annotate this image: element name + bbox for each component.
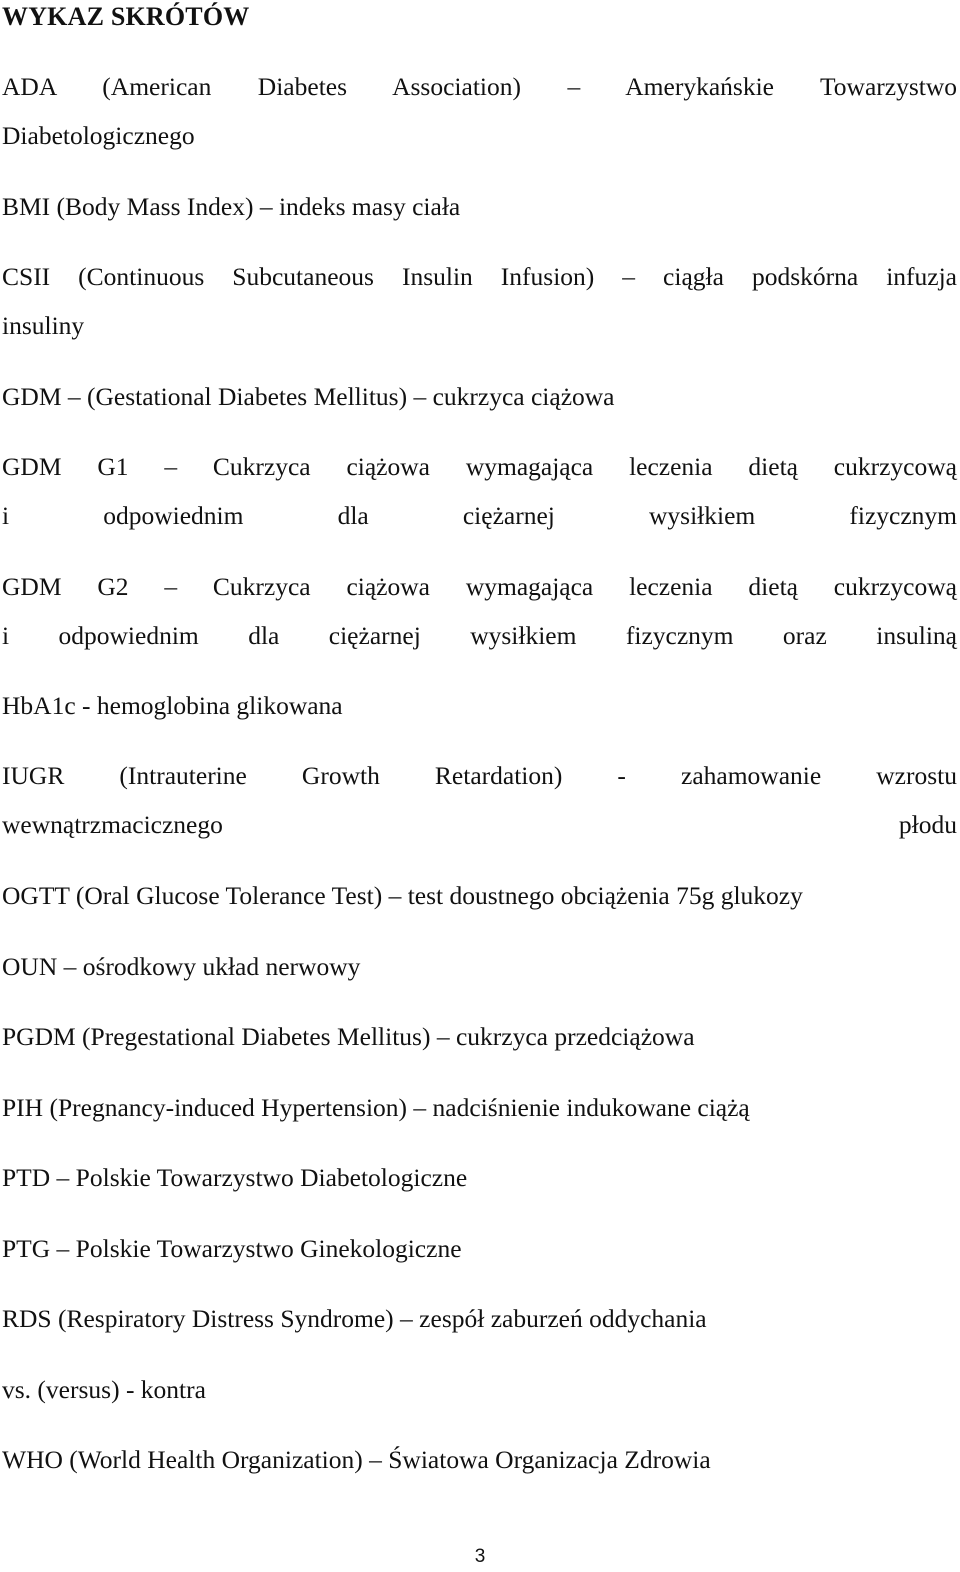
- entry-first-line: HbA1c - hemoglobina glikowana: [2, 691, 343, 720]
- abbreviation-entry-pih: [2, 1083, 957, 1132]
- entry-first-line: GDM – (Gestational Diabetes Mellitus) – cukrzyca ciążowa: [2, 382, 615, 411]
- entry-first-line: RDS (Respiratory Distress Syndrome) – zespół zaburzeń oddychania: [2, 1304, 707, 1333]
- abbreviation-entry-csii: [2, 252, 957, 350]
- entry-first-line: GDM G1 – Cukrzyca ciążowa wymagająca leczenia dietą cukrzycową: [2, 452, 957, 481]
- entry-first-line: ADA (American Diabetes Association) – Amerykańskie Towarzystwo: [2, 72, 957, 101]
- entry-first-line: OUN – ośrodkowy układ nerwowy: [2, 952, 361, 981]
- abbreviation-entry-gdm-g2: [2, 562, 957, 660]
- abbreviation-entry-ptd: [2, 1153, 957, 1202]
- entry-first-line: IUGR (Intrauterine Growth Retardation) - zahamowanie wzrostu: [2, 761, 957, 790]
- abbreviation-entry-pgdm: [2, 1012, 957, 1061]
- abbreviation-entry-who: [2, 1435, 957, 1484]
- abbreviation-entry-vs: [2, 1365, 957, 1414]
- abbreviation-entry-oun: [2, 942, 957, 991]
- entry-first-line: WHO (World Health Organization) – Światowa Organizacja Zdrowia: [2, 1445, 711, 1474]
- entry-continuation-line: wewnątrzmacicznego płodu: [2, 810, 957, 839]
- entry-first-line: BMI (Body Mass Index) – indeks masy ciała: [2, 192, 461, 221]
- entry-continuation-line: insuliny: [2, 311, 85, 340]
- page-title: WYKAZ SKRÓTÓW: [2, 2, 250, 31]
- abbreviation-entry-ada: [2, 62, 957, 160]
- entry-first-line: OGTT (Oral Glucose Tolerance Test) – test doustnego obciążenia 75g glukozy: [2, 881, 803, 910]
- entry-first-line: CSII (Continuous Subcutaneous Insulin Infusion) – ciągła podskórna infuzja: [2, 262, 957, 291]
- entry-first-line: PTG – Polskie Towarzystwo Ginekologiczne: [2, 1234, 462, 1263]
- entry-first-line: vs. (versus) - kontra: [2, 1375, 206, 1404]
- abbreviation-entry-gdm: [2, 372, 957, 421]
- abbreviation-entry-gdm-g1: [2, 442, 957, 540]
- abbreviation-entry-ptg: [2, 1224, 957, 1273]
- entry-first-line: PIH (Pregnancy-induced Hypertension) – nadciśnienie indukowane ciążą: [2, 1093, 750, 1122]
- entry-first-line: GDM G2 – Cukrzyca ciążowa wymagająca leczenia dietą cukrzycową: [2, 572, 957, 601]
- abbreviation-entry-rds: [2, 1294, 957, 1343]
- abbreviation-entry-bmi: [2, 182, 957, 231]
- entry-first-line: PTD – Polskie Towarzystwo Diabetologiczne: [2, 1163, 468, 1192]
- entry-continuation-line: i odpowiednim dla ciężarnej wysiłkiem fizycznym: [2, 501, 957, 530]
- entry-continuation-line: i odpowiednim dla ciężarnej wysiłkiem fizycznym oraz insuliną: [2, 621, 957, 650]
- entry-continuation-line: Diabetologicznego: [2, 121, 195, 150]
- page-number: 3: [474, 1546, 486, 1567]
- abbreviation-entry-ogtt: [2, 871, 957, 920]
- abbreviation-entry-hba1c: [2, 681, 957, 730]
- abbreviation-entry-iugr: [2, 751, 957, 849]
- entry-first-line: PGDM (Pregestational Diabetes Mellitus) – cukrzyca przedciążowa: [2, 1022, 695, 1051]
